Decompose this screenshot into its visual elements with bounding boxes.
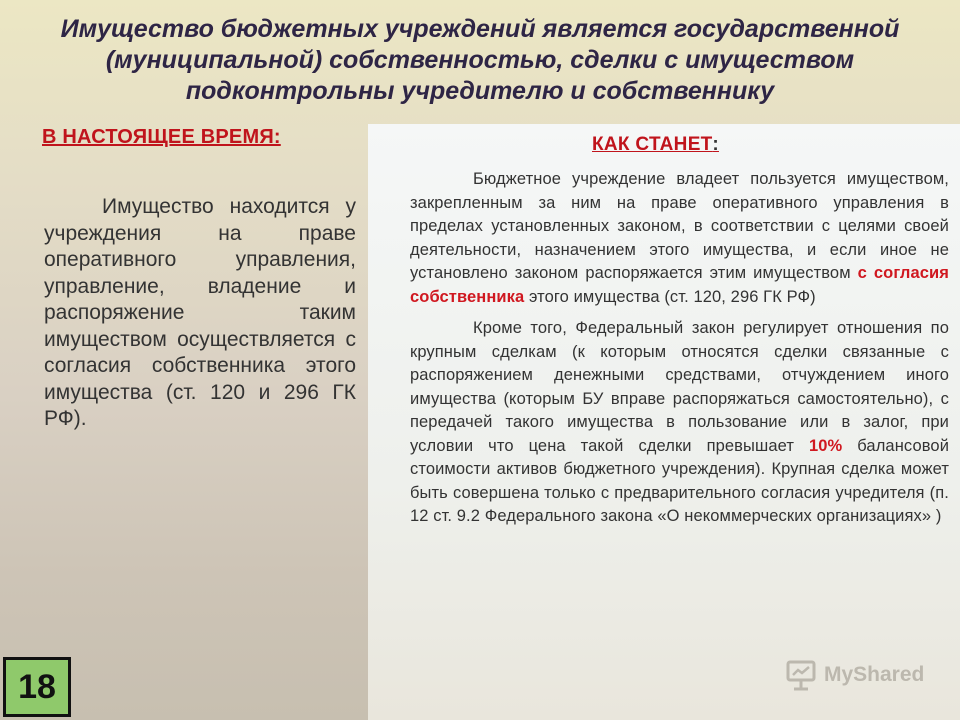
presentation-board-icon xyxy=(784,658,818,692)
future-state-heading-label: КАК СТАНЕТ xyxy=(592,134,713,155)
threshold-percent-highlight: 10% xyxy=(808,436,843,455)
paragraph-1-text-start: Бюджетное учреждение владеет пользуется имуществом, закрепленным за ним на праве оперативного управления в пределах установленных законом, в соответствии с целями своей деятельности, назначением этого имущества, и если иное не установлено законом распоряжается этим имуществом xyxy=(410,170,949,282)
future-state-text xyxy=(410,168,949,537)
watermark-text: MyShared xyxy=(824,663,925,686)
paragraph-2-text-start: Кроме того, Федеральный закон регулирует отношения по крупным сделкам (к которым относятся сделки связанные с распоряжением денежными средствами, отчуждением иного имущества (которым БУ вправе распоряжаться самостоятельно), с передачей такого имущества в пользование или в залог, при условии что цена такой сделки превышает xyxy=(410,319,949,455)
future-state-paragraph-2 xyxy=(410,317,949,529)
slide-number-badge: 18 xyxy=(3,657,71,717)
watermark-logo xyxy=(784,655,924,695)
current-state-text: Имущество находится у учреждения на праве оперативного управления, управление, владение и распоряжение таким имуществом осуществляется с согласия собственника этого имущества (ст. 120 и 296 ГК РФ). xyxy=(44,195,356,430)
paragraph-2-text-end: балансовой стоимости активов бюджетного учреждения). Крупная сделка может быть совершена только с предварительного согласия учредителя (п. 12 ст. 9.2 Федерального закона «О некоммерческих организациях» ) xyxy=(410,436,950,525)
paragraph-1-text-end: этого имущества (ст. 120, 296 ГК РФ) xyxy=(524,287,816,306)
future-state-heading-colon: : xyxy=(712,134,719,155)
future-state-heading xyxy=(592,134,719,156)
owner-consent-highlight: с согласия собственника xyxy=(410,264,949,306)
current-state-heading: В НАСТОЯЩЕЕ ВРЕМЯ: xyxy=(42,126,281,148)
future-state-panel xyxy=(368,124,960,720)
future-state-paragraph-1 xyxy=(410,168,949,309)
slide-title: Имущество бюджетных учреждений является государственной (муниципальной) собственностью, сделки с имуществом подконтрольны учредителю и собственнику xyxy=(60,15,900,105)
